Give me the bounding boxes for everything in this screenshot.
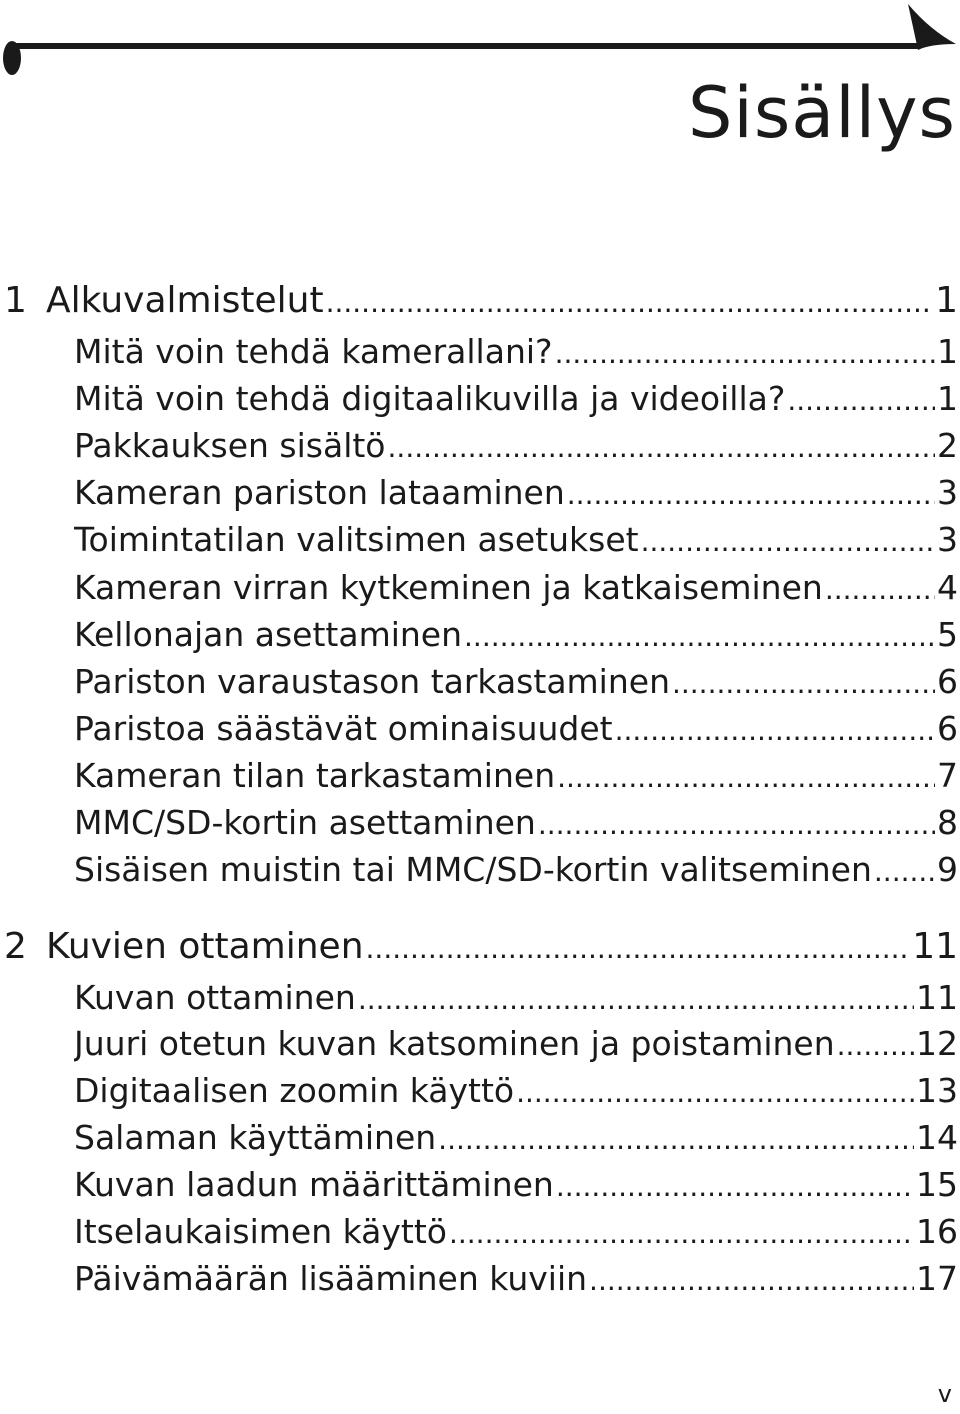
toc-entry[interactable] xyxy=(74,426,958,468)
leader-dots xyxy=(366,932,911,965)
header-rule xyxy=(0,0,960,80)
leader-dots xyxy=(538,808,935,841)
page-number: 17 xyxy=(916,1259,958,1298)
leader-dots xyxy=(388,431,935,464)
chapter-title: Alkuvalmistelut xyxy=(46,280,324,321)
page-number: 2 xyxy=(937,426,958,465)
leader-dots xyxy=(567,478,935,511)
leader-dots xyxy=(641,525,935,558)
toc-entry[interactable] xyxy=(74,379,958,421)
entry-title: Paristoa säästävät ominaisuudet xyxy=(74,709,613,748)
entry-title: Päivämäärän lisääminen kuviin xyxy=(74,1259,588,1298)
leader-dots xyxy=(672,667,935,700)
leader-dots xyxy=(825,573,935,606)
page-number: 6 xyxy=(937,662,958,701)
toc-entry[interactable] xyxy=(74,1118,958,1160)
toc-entry[interactable] xyxy=(74,756,958,798)
leader-dots xyxy=(615,714,935,747)
toc-entry[interactable] xyxy=(74,850,958,892)
toc-entry[interactable] xyxy=(74,1071,958,1113)
leader-dots xyxy=(555,337,935,370)
toc-chapter-2[interactable] xyxy=(4,926,958,970)
page-number: 4 xyxy=(937,568,958,607)
page-number: 11 xyxy=(912,926,958,967)
leader-dots xyxy=(557,761,935,794)
leader-dots xyxy=(516,1076,914,1109)
toc-entry[interactable] xyxy=(74,978,958,1020)
toc-entry[interactable] xyxy=(74,568,958,610)
leader-dots xyxy=(449,1217,914,1250)
page-number: 12 xyxy=(916,1024,958,1063)
page-number: 6 xyxy=(937,709,958,748)
page-number: 14 xyxy=(916,1118,958,1157)
chapter-title: Kuvien ottaminen xyxy=(46,926,364,967)
toc-entry[interactable] xyxy=(74,473,958,515)
entry-title: Kameran pariston lataaminen xyxy=(74,473,565,512)
entry-title: MMC/SD-kortin asettaminen xyxy=(74,803,536,842)
toc-entry[interactable] xyxy=(74,615,958,657)
leader-dots xyxy=(326,286,934,319)
page-number: 15 xyxy=(916,1165,958,1204)
page-number: 9 xyxy=(937,850,958,889)
entry-title: Kameran virran kytkeminen ja katkaiseminen xyxy=(74,568,823,607)
toc-entry[interactable] xyxy=(74,1165,958,1207)
entry-title: Mitä voin tehdä digitaalikuvilla ja videoilla? xyxy=(74,379,786,418)
leader-dots xyxy=(589,1264,914,1297)
entry-title: Digitaalisen zoomin käyttö xyxy=(74,1071,515,1110)
toc-entry[interactable] xyxy=(74,520,958,562)
page-number: 11 xyxy=(916,978,958,1017)
toc-entry[interactable] xyxy=(74,803,958,845)
leader-dots xyxy=(464,620,935,653)
entry-title: Itselaukaisimen käyttö xyxy=(74,1212,447,1251)
page-number: 1 xyxy=(937,332,958,371)
toc-entry[interactable] xyxy=(74,662,958,704)
toc-chapter-1[interactable] xyxy=(4,280,958,324)
header-rule-left-cap xyxy=(3,41,21,75)
page-number: 5 xyxy=(937,615,958,654)
entry-title: Kuvan ottaminen xyxy=(74,978,356,1017)
entry-title: Juuri otetun kuvan katsominen ja poistaminen xyxy=(74,1024,835,1063)
toc-entry[interactable] xyxy=(74,1212,958,1254)
page-number: 3 xyxy=(937,473,958,512)
toc-entry[interactable] xyxy=(74,1259,958,1301)
page-number: 16 xyxy=(916,1212,958,1251)
entry-title: Kameran tilan tarkastaminen xyxy=(74,756,556,795)
entry-title: Pakkauksen sisältö xyxy=(74,426,386,465)
leader-dots xyxy=(556,1170,914,1203)
toc-entry[interactable] xyxy=(74,1024,958,1066)
entry-title: Salaman käyttäminen xyxy=(74,1118,437,1157)
entry-title: Mitä voin tehdä kamerallani? xyxy=(74,332,553,371)
entry-title: Pariston varaustason tarkastaminen xyxy=(74,662,670,701)
chapter-number: 2 xyxy=(4,926,27,967)
entry-title: Kuvan laadun määrittäminen xyxy=(74,1165,554,1204)
page-number: 3 xyxy=(937,520,958,559)
toc-entry[interactable] xyxy=(74,332,958,374)
page-folio: v xyxy=(937,1380,952,1408)
leader-dots xyxy=(438,1123,914,1156)
page-number: 8 xyxy=(937,803,958,842)
page-number: 1 xyxy=(937,379,958,418)
page-number: 1 xyxy=(935,280,958,321)
entry-title: Toimintatilan valitsimen asetukset xyxy=(74,520,639,559)
page-number: 7 xyxy=(937,756,958,795)
chapter-number: 1 xyxy=(4,280,27,321)
toc-entry[interactable] xyxy=(74,709,958,751)
entry-title: Sisäisen muistin tai MMC/SD-kortin valitseminen xyxy=(74,850,872,889)
page-number: 13 xyxy=(916,1071,958,1110)
leader-dots xyxy=(358,983,914,1016)
leader-dots xyxy=(787,384,935,417)
leader-dots xyxy=(874,855,935,888)
page-title: Sisällys xyxy=(687,72,956,154)
entry-title: Kellonajan asettaminen xyxy=(74,615,463,654)
leader-dots xyxy=(837,1029,914,1062)
